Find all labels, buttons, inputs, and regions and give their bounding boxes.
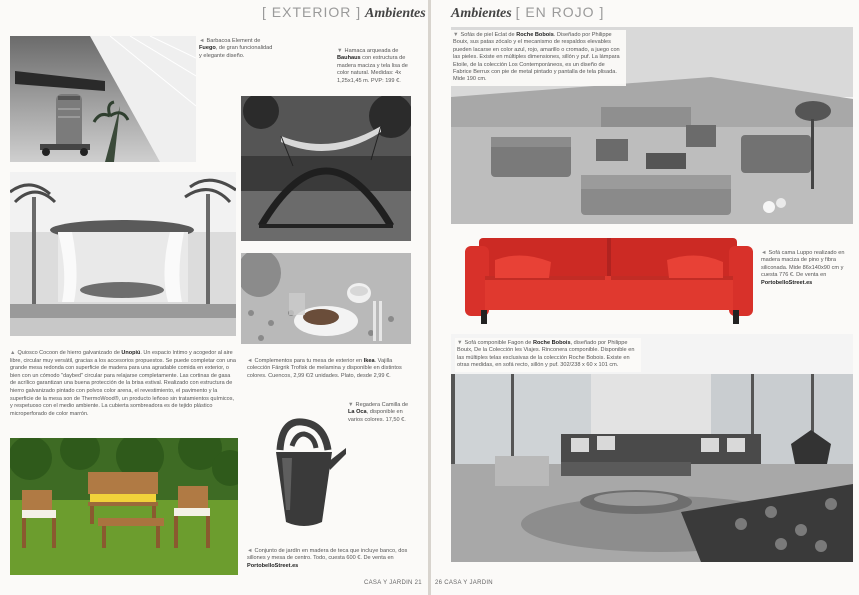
arrow-down-icon: ▼ <box>337 48 343 54</box>
arrow-down-icon: ▼ <box>348 402 354 408</box>
arrow-up-icon: ▲ <box>10 350 16 356</box>
kiosk-photo <box>10 172 236 336</box>
teak-set-caption: ◄ Conjunto de jardín en madera de teca que incluye banco, dos sillones y mesa de centro. Todo, cuesta 600 €. De venta en PortobelloStreet.es <box>247 548 408 569</box>
kiosk-caption: ▲ Quiosco Cocoon de hierro galvanizado de Unopiú. Un espacio íntimo y acogedor al aire libre, circular muy versátil, gracias a los accesorios propuestos. Se puede completar con una grande mesa redonda con superficie de madera para una agradable comida en exterior, o bien con un cómodo "daybed" circular para relajarse completamente. Las cortinas de gasa de acrílico garantizan una buena protección de la brisa estival. Realizado con estructura de hierro galvanizado pintado con polvos color arena, el revestimiento, el pavimento y la superficie de la mesa son de ThermoWood®, un producto leñoso sin tratamientos químicos, y respetuoso con el medio ambiente. La cubierta sombreadora es de tejido plástico microperforado de color marrón. <box>10 350 236 417</box>
tableware-caption: ◄ Complementos para tu mesa de exterior en Ikea. Vajilla colección Färgrik Trofisk de melamina y disponible en distintos colores. Cuencos, 2,99 €/2 unidades. Plato, desde 2,99 €. <box>247 358 402 379</box>
fagon-caption: ▼ Sofá componible Fagon de Roche Bobois, diseñado por Philippe Bouix, De la Colección les Viajes. Rinconera componible. Disponible en las múltiples telas exclusivas de la colección Roche Bobois. Existe en otras medidas, en sofá recto, sillón y puf. 302/238 x 60 x 101 cm. <box>455 338 641 372</box>
teak-set-photo <box>10 438 238 575</box>
barbecue-caption: ◄ Barbacoa Element de Fuego, de gran funcionalidad y elegante diseño. <box>199 38 273 59</box>
header-section-label: [ EN ROJO ] <box>515 4 605 20</box>
watering-can-photo <box>262 410 346 538</box>
hammock-caption: ▼ Hamaca arqueada de Bauhaus con estructura de madera maciza y tela lisa de color natural. Medidas: 4x 1,25x1,45 m. PVP: 199 €. <box>337 48 408 84</box>
arrow-down-icon: ▼ <box>453 32 459 38</box>
luppo-red-sofa-photo <box>461 232 757 328</box>
arrow-left-icon: ◄ <box>199 38 205 44</box>
left-page-folio: CASA Y JARDIN 21 <box>364 580 422 586</box>
arrow-left-icon: ◄ <box>761 250 767 256</box>
arrow-down-icon: ▼ <box>457 340 463 346</box>
barbecue-photo <box>10 36 196 162</box>
header-title: Ambientes <box>365 6 426 21</box>
eclat-caption: ▼ Sofás de piel Eclat de Roche Bobois. Diseñado por Philippe Bouix, sus patas zócalo y el mecanismo de respaldos elevables pueden lacarse en color azul, rojo, amarillo o cromado, a juego con las pieles. Existe en múltiples dimensiones, sillón y puf. La lámpara Etoile, de la colección Los Contemporáneos, es un diseño de Fabrice Berrux con pie de metal pintado y pantalla de tela plisada. Mide 190 cm. <box>451 30 626 86</box>
arrow-left-icon: ◄ <box>247 548 253 554</box>
left-page <box>0 0 428 595</box>
arrow-left-icon: ◄ <box>247 358 253 364</box>
right-page-header <box>451 4 604 22</box>
hammock-photo <box>241 96 411 241</box>
header-title: Ambientes <box>451 6 512 21</box>
watering-can-caption: ▼ Regadera Camilla de La Oca, disponible en varios colores. 17,50 €. <box>348 402 409 423</box>
tableware-photo <box>241 253 411 344</box>
right-page <box>431 0 859 595</box>
luppo-caption: ◄ Sofá cama Luppo realizado en madera maciza de pino y fibra siliconada. Mide 86x140x90 cm y cuesta 776 €. De venta en PortobelloStreet.es <box>761 250 845 286</box>
right-page-folio: 26 CASA Y JARDIN <box>435 580 493 586</box>
header-section-label: [ EXTERIOR ] <box>262 4 362 20</box>
left-page-header <box>262 4 426 22</box>
